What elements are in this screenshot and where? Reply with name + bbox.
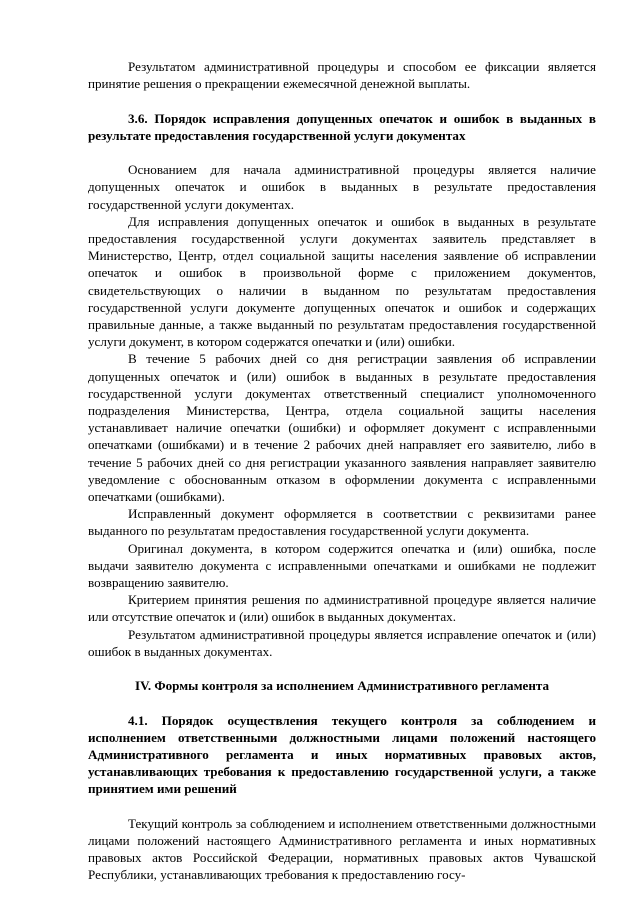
section-3-6-paragraph: Основанием для начала административной процедуры является наличие допущенных опечаток и ошибок в выданных в результате предоставления государственной услуги документах. [88,162,596,212]
section-3-6-paragraph: Критерием принятия решения по административной процедуре является наличие или отсутствие опечаток и (или) ошибок в выданных документах. [88,592,596,625]
section-3-6-paragraph: Результатом административной процедуры является исправление опечаток и (или) ошибок в выданных документах. [88,626,596,659]
section-3-6-paragraph: Исправленный документ оформляется в соответствии с реквизитами ранее выданного по результатам предоставления государственной услуги документа. [88,506,596,539]
spacer [88,92,596,109]
document-page [88,58,596,884]
spacer [88,660,596,677]
intro-paragraph: Результатом административной процедуры и способом ее фиксации является принятие решения о прекращении ежемесячной денежной выплаты. [88,59,596,92]
section-4-1-heading: 4.1. Порядок осуществления текущего контроля за соблюдением и исполнением ответственными должностными лицами положений настоящего Административного регламента и иных нормативных правовых актов, устанавливающих требования к предоставлению государственной услуги, а также принятием ими решений [88,712,596,797]
spacer [88,694,596,711]
section-3-6-heading: 3.6. Порядок исправления допущенных опечаток и ошибок в выданных в результате предоставления государственной услуги документах [88,110,596,143]
section-3-6-paragraph: Для исправления допущенных опечаток и ошибок в выданных в результате предоставления государственной услуги документах заявитель представляет в Министерство, Центр, отдел социальной защиты населения заявление об исправлении опечаток и ошибок в произвольной форме с приложением документов, свидетельствующих о наличии в выданном по результатам предоставления государственной услуги документе допущенных опечаток и ошибок и содержащих правильные данные, а также выданный по результатам предоставления государственной услуги документ, в котором содержатся опечатки и (или) ошибки. [88,213,596,350]
section-3-6-paragraph: В течение 5 рабочих дней со дня регистрации заявления об исправлении допущенных опечаток и (или) ошибок в выданных в результате предоставления государственной услуги документах ответственный специалист уполномоченного подразделения Министерства, Центра, отдела социальной защиты населения устанавливает наличие опечатки (ошибки) и оформляет документ с исправленными опечатками (ошибками) и в течение 2 рабочих дней направляет его заявителю, либо в течение 5 рабочих дней со дня регистрации указанного заявления направляет заявителю уведомление с обоснованным отказом в оформлении документа с исправленными опечатками (ошибками). [88,351,596,505]
spacer [88,144,596,161]
section-3-6-paragraph: Оригинал документа, в котором содержится опечатка и (или) ошибка, после выдачи заявителю документа с исправленными опечатками и ошибками не подлежит возвращению заявителю. [88,540,596,591]
spacer [88,798,596,815]
section-IV-heading: IV. Формы контроля за исполнением Административного регламента [134,678,550,694]
section-4-1-paragraph: Текущий контроль за соблюдением и исполнением ответственными должностными лицами положений настоящего Административного регламента и иных нормативных правовых актов Российской Федерации, нормативных правовых актов Чувашской Республики, устанавливающих требования к предоставлению госу- [88,815,596,883]
